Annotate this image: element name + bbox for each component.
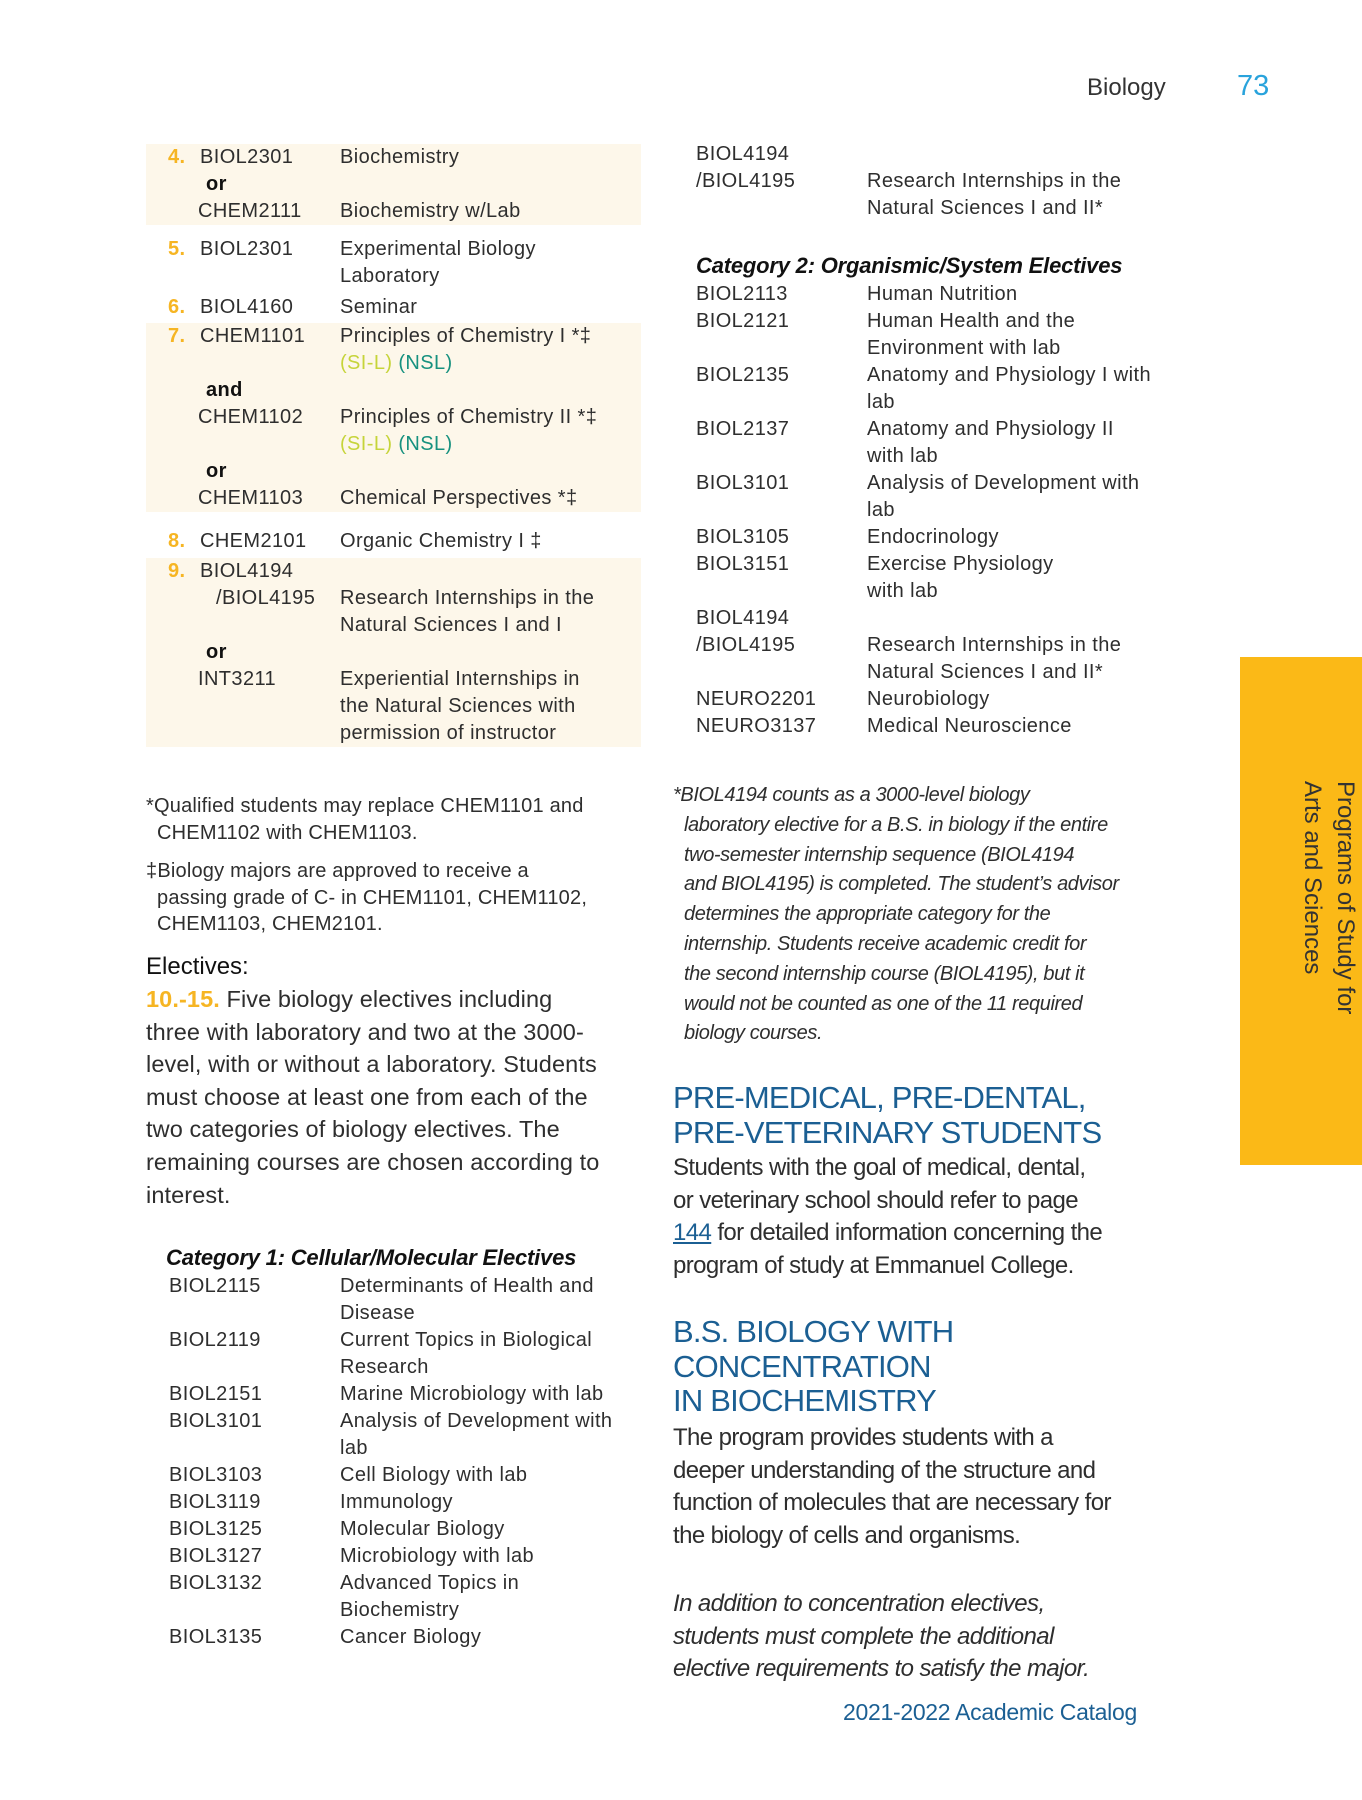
course-title: Organic Chemistry I ‡ bbox=[340, 530, 542, 552]
connector: or bbox=[206, 641, 227, 663]
course-line bbox=[146, 528, 641, 555]
course-line bbox=[146, 323, 641, 350]
connector: or bbox=[206, 460, 227, 482]
course-code: BIOL3135 bbox=[169, 1626, 263, 1648]
course-title: Biochemistry w/Lab bbox=[340, 200, 521, 222]
heading-line: CONCENTRATION bbox=[673, 1348, 931, 1384]
requirement-number: 4. bbox=[168, 146, 186, 168]
category1-list-continued bbox=[696, 141, 1196, 222]
catalog-footer: 2021-2022 Academic Catalog bbox=[843, 1699, 1137, 1725]
course-line bbox=[146, 720, 641, 747]
course-code: CHEM1103 bbox=[198, 487, 304, 509]
paragraph-line: students must complete the additional bbox=[673, 1622, 1054, 1650]
list-item bbox=[696, 281, 1196, 308]
course-title: Laboratory bbox=[340, 265, 440, 287]
course-title: Analysis of Development with bbox=[867, 472, 1140, 494]
course-title: lab bbox=[867, 499, 895, 521]
footnote-line: *BIOL4194 counts as a 3000-level biology bbox=[673, 784, 1030, 806]
paragraph-line: level, with or without a laboratory. Students bbox=[146, 1051, 597, 1078]
course-code: BIOL3119 bbox=[169, 1491, 261, 1513]
course-title: Research bbox=[340, 1356, 429, 1378]
course-title: Principles of Chemistry I *‡ bbox=[340, 325, 592, 347]
course-title: Marine Microbiology with lab bbox=[340, 1383, 604, 1405]
paragraph-line: the biology of cells and organisms. bbox=[673, 1521, 1021, 1549]
footnote-grade bbox=[146, 858, 646, 938]
course-title: Immunology bbox=[340, 1491, 453, 1513]
list-item bbox=[696, 141, 1196, 168]
list-item bbox=[169, 1516, 639, 1543]
requirement-8 bbox=[146, 528, 641, 555]
connector: or bbox=[206, 173, 227, 195]
course-title: Anatomy and Physiology I with bbox=[867, 364, 1151, 386]
course-line bbox=[146, 485, 641, 512]
course-line bbox=[146, 666, 641, 693]
course-code: /BIOL4195 bbox=[216, 587, 316, 609]
electives-range: 10.-15. bbox=[146, 986, 220, 1012]
list-item bbox=[696, 416, 1196, 443]
footnote-line: the second internship course (BIOL4195), but it bbox=[684, 962, 1085, 985]
course-title: Anatomy and Physiology II bbox=[867, 418, 1114, 440]
premed-paragraph bbox=[673, 1152, 1102, 1282]
course-code: BIOL3132 bbox=[169, 1572, 263, 1594]
heading-line: IN BIOCHEMISTRY bbox=[673, 1383, 937, 1418]
list-item bbox=[169, 1597, 639, 1624]
course-title: lab bbox=[867, 391, 895, 413]
biochem-note bbox=[673, 1588, 1089, 1686]
running-header-section: Biology bbox=[1087, 74, 1166, 101]
course-code: BIOL3103 bbox=[169, 1464, 263, 1486]
tag-nsl: (NSL) bbox=[398, 433, 453, 455]
list-item bbox=[696, 713, 1196, 740]
course-title: Human Health and the bbox=[867, 310, 1076, 332]
list-item bbox=[696, 443, 1196, 470]
list-item bbox=[696, 659, 1196, 686]
course-code: BIOL2113 bbox=[696, 283, 788, 305]
course-code: BIOL4194 bbox=[200, 560, 294, 582]
paragraph-line: for detailed information concerning the bbox=[711, 1219, 1103, 1247]
paragraph-line: interest. bbox=[146, 1181, 231, 1208]
side-tab-label bbox=[1296, 781, 1362, 1014]
course-line bbox=[146, 585, 641, 612]
list-item bbox=[169, 1408, 639, 1435]
requirement-number: 6. bbox=[168, 296, 186, 318]
paragraph-line: remaining courses are chosen according to bbox=[146, 1148, 600, 1175]
course-title: Environment with lab bbox=[867, 337, 1061, 359]
course-title: Chemical Perspectives *‡ bbox=[340, 487, 578, 509]
list-item bbox=[169, 1462, 639, 1489]
footnote-line: and BIOL4195) is completed. The student’s advisor bbox=[684, 873, 1119, 896]
paragraph-line: In addition to concentration electives, bbox=[673, 1590, 1045, 1617]
course-tags bbox=[340, 350, 453, 377]
course-title: with lab bbox=[867, 580, 939, 602]
course-code: NEURO3137 bbox=[696, 715, 817, 737]
course-title: Seminar bbox=[340, 296, 418, 318]
course-title: Research Internships in the bbox=[867, 170, 1122, 192]
heading-line: PRE-MEDICAL, PRE-DENTAL, bbox=[673, 1080, 1086, 1115]
heading-line: PRE-VETERINARY STUDENTS bbox=[673, 1114, 1102, 1150]
course-title: Human Nutrition bbox=[867, 283, 1018, 305]
course-title: Principles of Chemistry II *‡ bbox=[340, 406, 598, 428]
course-title: Analysis of Development with bbox=[340, 1410, 613, 1432]
tag-si-l: (SI-L) bbox=[340, 352, 393, 374]
category1-list bbox=[169, 1273, 639, 1651]
footnote-line: CHEM1103, CHEM2101. bbox=[157, 913, 383, 935]
side-tab-line: Arts and Sciences bbox=[1299, 781, 1326, 975]
course-title: Cancer Biology bbox=[340, 1626, 482, 1648]
course-line bbox=[146, 171, 641, 198]
course-line bbox=[146, 144, 641, 171]
requirement-6 bbox=[146, 294, 641, 321]
course-title: Natural Sciences I and II* bbox=[867, 661, 1104, 683]
list-item bbox=[696, 168, 1196, 195]
list-item bbox=[169, 1489, 639, 1516]
paragraph-line: Five biology electives including bbox=[219, 986, 553, 1012]
category2-heading: Category 2: Organismic/System Electives bbox=[696, 253, 1123, 278]
list-item bbox=[169, 1624, 639, 1651]
list-item bbox=[696, 524, 1196, 551]
page-144-link[interactable]: 144 bbox=[673, 1219, 712, 1247]
course-code: BIOL2301 bbox=[200, 146, 294, 168]
course-code: BIOL3105 bbox=[696, 526, 790, 548]
course-code: BIOL3125 bbox=[169, 1518, 263, 1540]
category2-list bbox=[696, 281, 1196, 740]
course-code: BIOL4194 bbox=[696, 143, 790, 165]
premed-heading bbox=[673, 1081, 1101, 1150]
course-code: CHEM1101 bbox=[200, 325, 306, 347]
paragraph-line: Students with the goal of medical, dental, bbox=[673, 1154, 1086, 1181]
list-item bbox=[696, 389, 1196, 416]
course-title: Biochemistry bbox=[340, 146, 460, 168]
footnote-line: ‡Biology majors are approved to receive a bbox=[146, 860, 529, 882]
course-code: CHEM2111 bbox=[198, 200, 302, 222]
list-item bbox=[696, 632, 1196, 659]
requirement-7 bbox=[146, 323, 641, 512]
course-code: BIOL2135 bbox=[696, 364, 790, 386]
course-code: BIOL3151 bbox=[696, 553, 790, 575]
footnote-line: determines the appropriate category for the bbox=[684, 903, 1051, 926]
course-code: CHEM2101 bbox=[200, 530, 307, 552]
list-item bbox=[169, 1300, 639, 1327]
footnote-line: *Qualified students may replace CHEM1101 and bbox=[146, 795, 584, 817]
course-title: Microbiology with lab bbox=[340, 1545, 535, 1567]
page-number: 73 bbox=[1237, 70, 1270, 102]
requirement-9 bbox=[146, 558, 641, 747]
course-title: Determinants of Health and bbox=[340, 1275, 594, 1297]
side-tab-line: Programs of Study for bbox=[1332, 781, 1359, 1015]
course-line bbox=[146, 404, 641, 431]
electives-heading: Electives: bbox=[146, 953, 249, 980]
biochem-paragraph bbox=[673, 1422, 1111, 1552]
footnote-line: two-semester internship sequence (BIOL4194 bbox=[684, 843, 1075, 866]
course-title: the Natural Sciences with bbox=[340, 695, 576, 717]
course-title: Experimental Biology bbox=[340, 238, 536, 260]
internship-footnote bbox=[673, 781, 1119, 1049]
paragraph-line: two categories of biology electives. The bbox=[146, 1116, 560, 1143]
list-item bbox=[169, 1273, 639, 1300]
connector: and bbox=[206, 379, 243, 401]
list-item bbox=[696, 605, 1196, 632]
footnote-line: laboratory elective for a B.S. in biology if the entire bbox=[684, 813, 1108, 836]
course-code: NEURO2201 bbox=[696, 688, 817, 710]
course-title: Research Internships in the bbox=[340, 587, 595, 609]
course-title: Biochemistry bbox=[340, 1599, 460, 1621]
paragraph-line: or veterinary school should refer to page bbox=[673, 1186, 1078, 1214]
course-title: Experiential Internships in bbox=[340, 668, 580, 690]
list-item bbox=[696, 335, 1196, 362]
list-item bbox=[696, 578, 1196, 605]
course-line bbox=[146, 198, 641, 225]
list-item bbox=[696, 362, 1196, 389]
course-title: Disease bbox=[340, 1302, 416, 1324]
course-title: Molecular Biology bbox=[340, 1518, 505, 1540]
course-code: BIOL4160 bbox=[200, 296, 294, 318]
footnote-line: would not be counted as one of the 11 required bbox=[684, 992, 1083, 1015]
list-item bbox=[169, 1327, 639, 1354]
list-item bbox=[696, 497, 1196, 524]
course-title: Research Internships in the bbox=[867, 634, 1122, 656]
course-code: BIOL2121 bbox=[696, 310, 790, 332]
list-item bbox=[169, 1381, 639, 1408]
course-title: with lab bbox=[867, 445, 939, 467]
course-title: Natural Sciences I and II* bbox=[867, 197, 1104, 219]
course-code: BIOL3101 bbox=[696, 472, 790, 494]
list-item bbox=[169, 1543, 639, 1570]
course-code: BIOL2119 bbox=[169, 1329, 261, 1351]
course-title: Current Topics in Biological bbox=[340, 1329, 593, 1351]
course-code: CHEM1102 bbox=[198, 406, 304, 428]
course-title: Natural Sciences I and I bbox=[340, 614, 562, 636]
requirement-number: 7. bbox=[168, 325, 186, 347]
course-code: INT3211 bbox=[198, 668, 277, 690]
course-title: permission of instructor bbox=[340, 722, 557, 744]
course-title: Endocrinology bbox=[867, 526, 999, 548]
footnote-line: CHEM1102 with CHEM1103. bbox=[157, 821, 418, 844]
list-item bbox=[696, 308, 1196, 335]
course-line bbox=[146, 350, 641, 377]
paragraph-line: function of molecules that are necessary for bbox=[673, 1489, 1111, 1517]
course-line bbox=[146, 431, 641, 458]
paragraph-line: must choose at least one from each of the bbox=[146, 1083, 588, 1110]
electives-paragraph bbox=[146, 983, 599, 1211]
footnote-line: biology courses. bbox=[684, 1022, 823, 1045]
course-code: BIOL2115 bbox=[169, 1275, 261, 1297]
course-title: lab bbox=[340, 1437, 368, 1459]
course-code: BIOL3127 bbox=[169, 1545, 263, 1567]
paragraph-line: program of study at Emmanuel College. bbox=[673, 1251, 1074, 1279]
course-line bbox=[146, 639, 641, 666]
category1-heading: Category 1: Cellular/Molecular Electives bbox=[166, 1245, 577, 1270]
course-code: BIOL2301 bbox=[200, 238, 294, 260]
heading-line: B.S. BIOLOGY WITH bbox=[673, 1314, 954, 1349]
footnote-line: passing grade of C- in CHEM1101, CHEM1102, bbox=[157, 886, 588, 909]
course-code: BIOL2137 bbox=[696, 418, 790, 440]
tag-si-l: (SI-L) bbox=[340, 433, 393, 455]
course-code: BIOL4194 bbox=[696, 607, 790, 629]
requirement-number: 8. bbox=[168, 530, 186, 552]
course-title: Exercise Physiology bbox=[867, 553, 1054, 575]
paragraph-line: elective requirements to satisfy the major. bbox=[673, 1655, 1090, 1683]
requirement-4 bbox=[146, 144, 641, 225]
course-tags bbox=[340, 431, 453, 458]
course-title: Advanced Topics in bbox=[340, 1572, 520, 1594]
course-line bbox=[146, 263, 641, 290]
paragraph-line: The program provides students with a bbox=[673, 1424, 1053, 1451]
course-line bbox=[146, 612, 641, 639]
paragraph-line: deeper understanding of the structure and bbox=[673, 1456, 1096, 1484]
list-item bbox=[696, 551, 1196, 578]
course-line bbox=[146, 377, 641, 404]
course-line bbox=[146, 693, 641, 720]
biochem-heading bbox=[673, 1315, 953, 1419]
requirement-number: 5. bbox=[168, 238, 186, 260]
requirement-number: 9. bbox=[168, 560, 186, 582]
course-line bbox=[146, 294, 641, 321]
course-title: Medical Neuroscience bbox=[867, 715, 1072, 737]
tag-nsl: (NSL) bbox=[398, 352, 453, 374]
course-line bbox=[146, 236, 641, 263]
course-code: BIOL3101 bbox=[169, 1410, 263, 1432]
list-item bbox=[696, 686, 1196, 713]
footnote-line: internship. Students receive academic credit for bbox=[684, 932, 1087, 955]
course-line bbox=[146, 558, 641, 585]
paragraph-line: three with laboratory and two at the 3000- bbox=[146, 1018, 584, 1045]
list-item bbox=[169, 1570, 639, 1597]
course-line bbox=[146, 458, 641, 485]
list-item bbox=[696, 470, 1196, 497]
course-code: /BIOL4195 bbox=[696, 634, 796, 656]
list-item bbox=[169, 1354, 639, 1381]
course-code: /BIOL4195 bbox=[696, 170, 796, 192]
course-title: Neurobiology bbox=[867, 688, 990, 710]
course-title: Cell Biology with lab bbox=[340, 1464, 528, 1486]
requirement-5 bbox=[146, 236, 641, 290]
course-code: BIOL2151 bbox=[169, 1383, 263, 1405]
list-item bbox=[169, 1435, 639, 1462]
footnote-qualified bbox=[146, 793, 646, 846]
side-tab bbox=[1240, 657, 1362, 1165]
list-item bbox=[696, 195, 1196, 222]
